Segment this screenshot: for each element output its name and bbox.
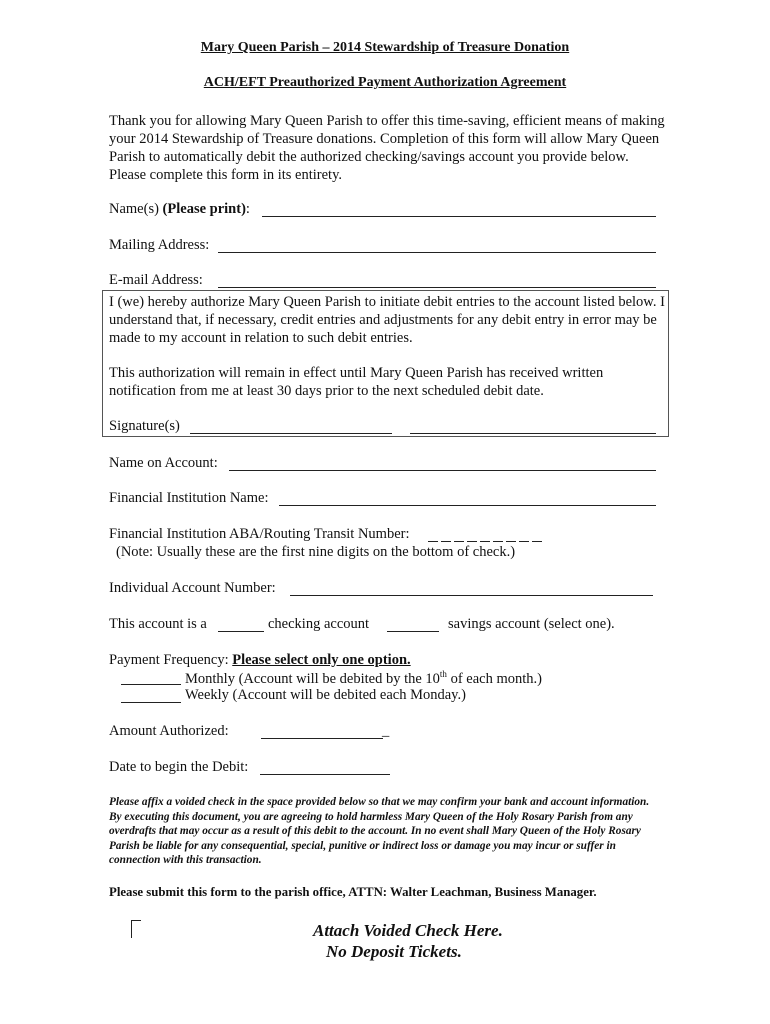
checking-label: checking account	[268, 616, 370, 632]
routing-digit	[532, 528, 542, 542]
routing-digit	[506, 528, 516, 542]
no-deposit-tickets-heading: No Deposit Tickets.	[326, 942, 462, 961]
name-on-account-label: Name on Account:	[109, 455, 218, 471]
payment-frequency-row	[109, 652, 411, 669]
account-number-field[interactable]	[290, 582, 653, 596]
institution-name-label: Financial Institution Name:	[109, 490, 269, 506]
email-label: E-mail Address:	[109, 272, 203, 288]
savings-label: savings account (select one).	[448, 616, 615, 632]
routing-digit	[519, 528, 529, 542]
name-on-account-field[interactable]	[229, 457, 656, 471]
mailing-address-field[interactable]	[218, 239, 656, 253]
form-subtitle: ACH/EFT Preauthorized Payment Authorization Agreement	[203, 75, 567, 90]
institution-name-field[interactable]	[279, 492, 656, 506]
intro-paragraph: Thank you for allowing Mary Queen Parish to offer this time-saving, efficient means of making your 2014 Stewardship of Treasure donations. Completion of this form will allow Mary Queen Parish to automatically debit the authorized checking/savings account you provide below. Please complete this form in its entirety.	[109, 113, 665, 183]
routing-digit	[480, 528, 490, 542]
submit-instruction: Please submit this form to the parish office, ATTN: Walter Leachman, Business Manager.	[109, 885, 597, 899]
payment-frequency-label: Payment Frequency:	[109, 652, 229, 668]
routing-digit	[428, 528, 438, 542]
mailing-label: Mailing Address:	[109, 237, 210, 253]
monthly-select-field[interactable]	[121, 671, 181, 685]
signature-label: Signature(s)	[109, 418, 180, 434]
amount-label: Amount Authorized:	[109, 723, 229, 739]
account-type-prefix: This account is a	[109, 616, 207, 632]
names-row	[109, 201, 250, 218]
weekly-select-field[interactable]	[121, 689, 181, 703]
checking-select-field[interactable]	[218, 618, 264, 632]
names-field[interactable]	[262, 203, 656, 217]
monthly-text-end: of each month.)	[446, 670, 542, 687]
frequency-instruction: Please select only one option.	[232, 652, 411, 668]
savings-select-field[interactable]	[387, 618, 439, 632]
check-area-corner-marker	[131, 920, 141, 938]
routing-note: (Note: Usually these are the first nine digits on the bottom of check.)	[116, 544, 516, 560]
liability-notice: Please affix a voided check in the space provided below so that we may confirm your bank and account information. By executing this document, you are agreeing to hold harmless Mary Queen of the Holy Rosary Parish from any overdrafts that may occur as a result of this debit to the account. In no event shall Mary Queen of the Holy Rosary Parish be liable for any consequential, special, punitive or indirect loss or damage you may incur or suffer in connection with this transaction.	[109, 796, 650, 867]
names-label: Name(s)	[109, 201, 159, 217]
authorization-duration: This authorization will remain in effect until Mary Queen Parish has received written notification from me at least 30 days prior to the next scheduled debit date.	[109, 365, 604, 399]
form-title: Mary Queen Parish – 2014 Stewardship of Treasure Donation	[200, 40, 570, 55]
signature-field-1[interactable]	[190, 420, 392, 434]
email-field[interactable]	[218, 274, 656, 288]
debit-start-date-label: Date to begin the Debit:	[109, 759, 249, 775]
names-print-label: (Please print)	[162, 201, 246, 217]
routing-digit	[493, 528, 503, 542]
amount-trailing-mark: _	[382, 723, 390, 739]
routing-digit	[454, 528, 464, 542]
routing-digit	[441, 528, 451, 542]
names-colon: :	[245, 201, 250, 217]
routing-digit	[467, 528, 477, 542]
routing-number-label: Financial Institution ABA/Routing Transit Number:	[109, 526, 410, 542]
weekly-option: Weekly (Account will be debited each Monday.)	[185, 687, 466, 703]
account-number-label: Individual Account Number:	[109, 580, 276, 596]
attach-check-heading: Attach Voided Check Here.	[313, 921, 503, 940]
monthly-text: Monthly (Account will be debited by the 10	[185, 670, 440, 687]
monthly-superscript: th	[439, 669, 447, 679]
monthly-option	[185, 669, 542, 688]
authorization-paragraph: I (we) hereby authorize Mary Queen Parish to initiate debit entries to the account listed below. I understand that, if necessary, credit entries and adjustments for any debit entry in error may be made to my account in relation to such debit entries.	[109, 294, 665, 346]
signature-field-2[interactable]	[410, 420, 656, 434]
amount-field[interactable]	[261, 725, 383, 739]
debit-start-date-field[interactable]	[260, 761, 390, 775]
